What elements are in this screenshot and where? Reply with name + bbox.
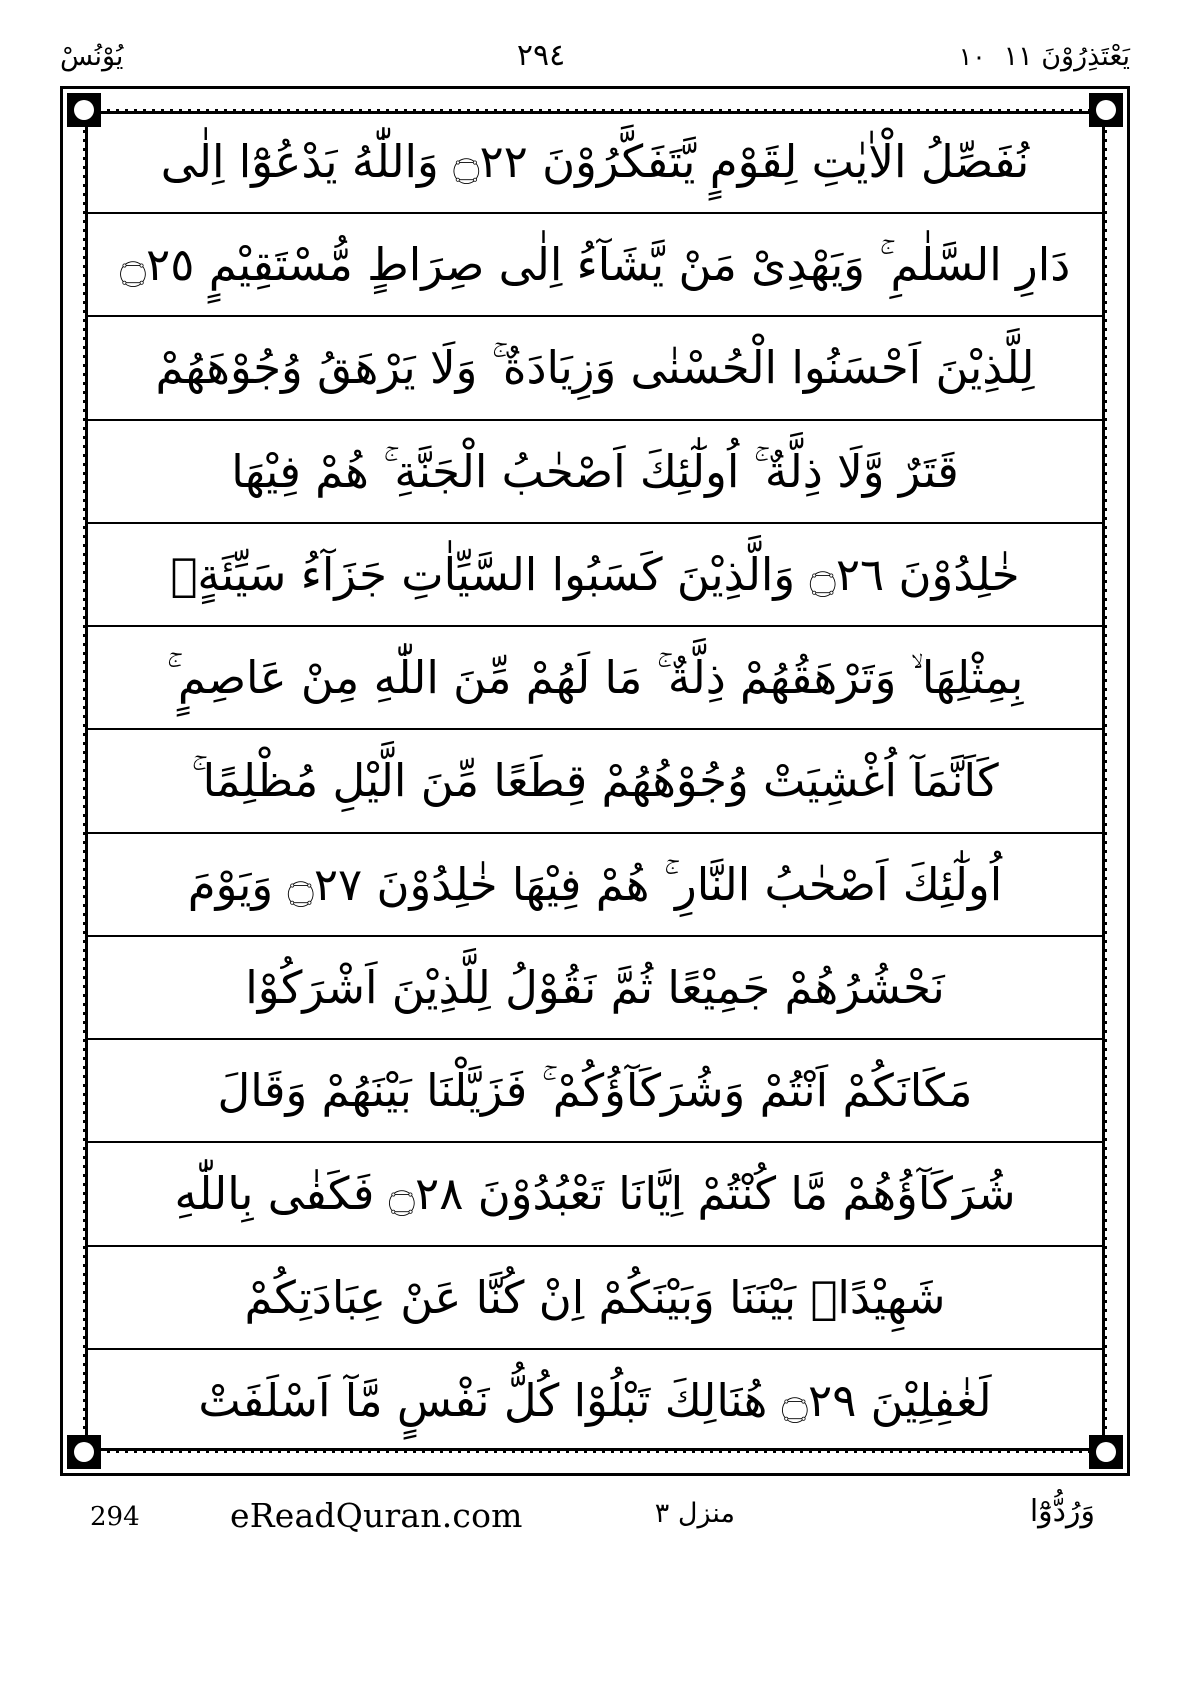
quran-line bbox=[85, 111, 1105, 214]
quran-line-text: شَهِيْدًاۢ بَيْنَنَا وَبَيْنَكُمْ اِنْ كُنَّا عَنْ عِبَادَتِكُمْ bbox=[244, 1270, 946, 1324]
footer-page-number: 294 bbox=[90, 1502, 140, 1532]
quran-line bbox=[85, 937, 1105, 1040]
quran-line bbox=[85, 524, 1105, 627]
header-surah-group bbox=[60, 40, 124, 72]
page-header bbox=[60, 34, 1130, 78]
quran-line bbox=[85, 1143, 1105, 1246]
quran-line-text: لَغٰفِلِيْنَ ۝٢٩ هُنَالِكَ تَبْلُوْا كُلُّ نَفْسٍ مَّآ اَسْلَفَتْ bbox=[198, 1373, 992, 1427]
quran-line-text: نُفَصِّلُ الْاٰيٰتِ لِقَوْمٍ يَّتَفَكَّرُوْنَ ۝٢٢ وَاللّٰهُ يَدْعُوْٓا اِلٰى bbox=[160, 134, 1030, 188]
quran-line-text: اُولٰٓئِكَ اَصْحٰبُ النَّارِ ۚ هُمْ فِيْهَا خٰلِدُوْنَ ۝٢٧ وَيَوْمَ bbox=[187, 857, 1003, 911]
quran-line bbox=[85, 317, 1105, 420]
quran-line bbox=[85, 421, 1105, 524]
page-footer bbox=[60, 1492, 1130, 1562]
footer-brand-link[interactable]: eReadQuran.com bbox=[230, 1496, 523, 1535]
quran-line-text: نَحْشُرُهُمْ جَمِيْعًا ثُمَّ نَقُوْلُ لِلَّذِيْنَ اَشْرَكُوْا bbox=[245, 960, 945, 1014]
quran-line-text: بِمِثْلِهَا ۙ وَتَرْهَقُهُمْ ذِلَّةٌ ۚ مَا لَهُمْ مِّنَ اللّٰهِ مِنْ عَاصِمٍ ۚ bbox=[166, 651, 1024, 705]
quran-line-text: شُرَكَآؤُهُمْ مَّا كُنْتُمْ اِيَّانَا تَعْبُدُوْنَ ۝٢٨ فَكَفٰى بِاللّٰهِ bbox=[174, 1167, 1016, 1221]
quran-line bbox=[85, 1040, 1105, 1143]
quran-line bbox=[85, 730, 1105, 833]
quran-line-text: لِلَّذِيْنَ اَحْسَنُوا الْحُسْنٰى وَزِيَادَةٌ ۚ وَلَا يَرْهَقُ وُجُوْهَهُمْ bbox=[155, 341, 1035, 395]
header-page-number-arabic: ٢٩٤ bbox=[516, 38, 566, 73]
footer-continuation-word: وَرُدُّوْٓا bbox=[1029, 1494, 1095, 1529]
quran-line-text: دَارِ السَّلٰمِ ۚ وَيَهْدِىْ مَنْ يَّشَآءُ اِلٰى صِرَاطٍ مُّسْتَقِيْمٍ ۝٢٥ bbox=[119, 238, 1071, 292]
quran-line-text: كَاَنَّمَآ اُغْشِيَتْ وُجُوْهُهُمْ قِطَعًا مِّنَ الَّيْلِ مُظْلِمًا ۚ bbox=[191, 754, 999, 808]
quran-line bbox=[85, 1350, 1105, 1451]
header-juz-group bbox=[958, 40, 1130, 72]
quran-line bbox=[85, 627, 1105, 730]
quran-line-text: قَتَرٌ وَّلَا ذِلَّةٌ ۚ اُولٰٓئِكَ اَصْحٰبُ الْجَنَّةِ ۚ هُمْ فِيْهَا bbox=[231, 444, 959, 498]
quran-line bbox=[85, 834, 1105, 937]
quran-line bbox=[85, 1247, 1105, 1350]
quran-line-text: مَكَانَكُمْ اَنْتُمْ وَشُرَكَآؤُكُمْ ۚ فَزَيَّلْنَا بَيْنَهُمْ وَقَالَ bbox=[217, 1064, 973, 1118]
quran-line-text: خٰلِدُوْنَ ۝٢٦ وَالَّذِيْنَ كَسَبُوا السَّيِّاٰتِ جَزَآءُ سَيِّئَةٍۢ bbox=[170, 547, 1020, 601]
quran-text-block bbox=[85, 111, 1105, 1451]
header-surah-label: يُوْنُسْ bbox=[60, 40, 124, 72]
header-juz-label: يَعْتَذِرُوْنَ ١١ bbox=[1003, 40, 1130, 72]
header-juz-number: ١٠ bbox=[958, 41, 986, 71]
quran-line bbox=[85, 214, 1105, 317]
footer-manzil-label: منزل ٣ bbox=[654, 1498, 735, 1529]
